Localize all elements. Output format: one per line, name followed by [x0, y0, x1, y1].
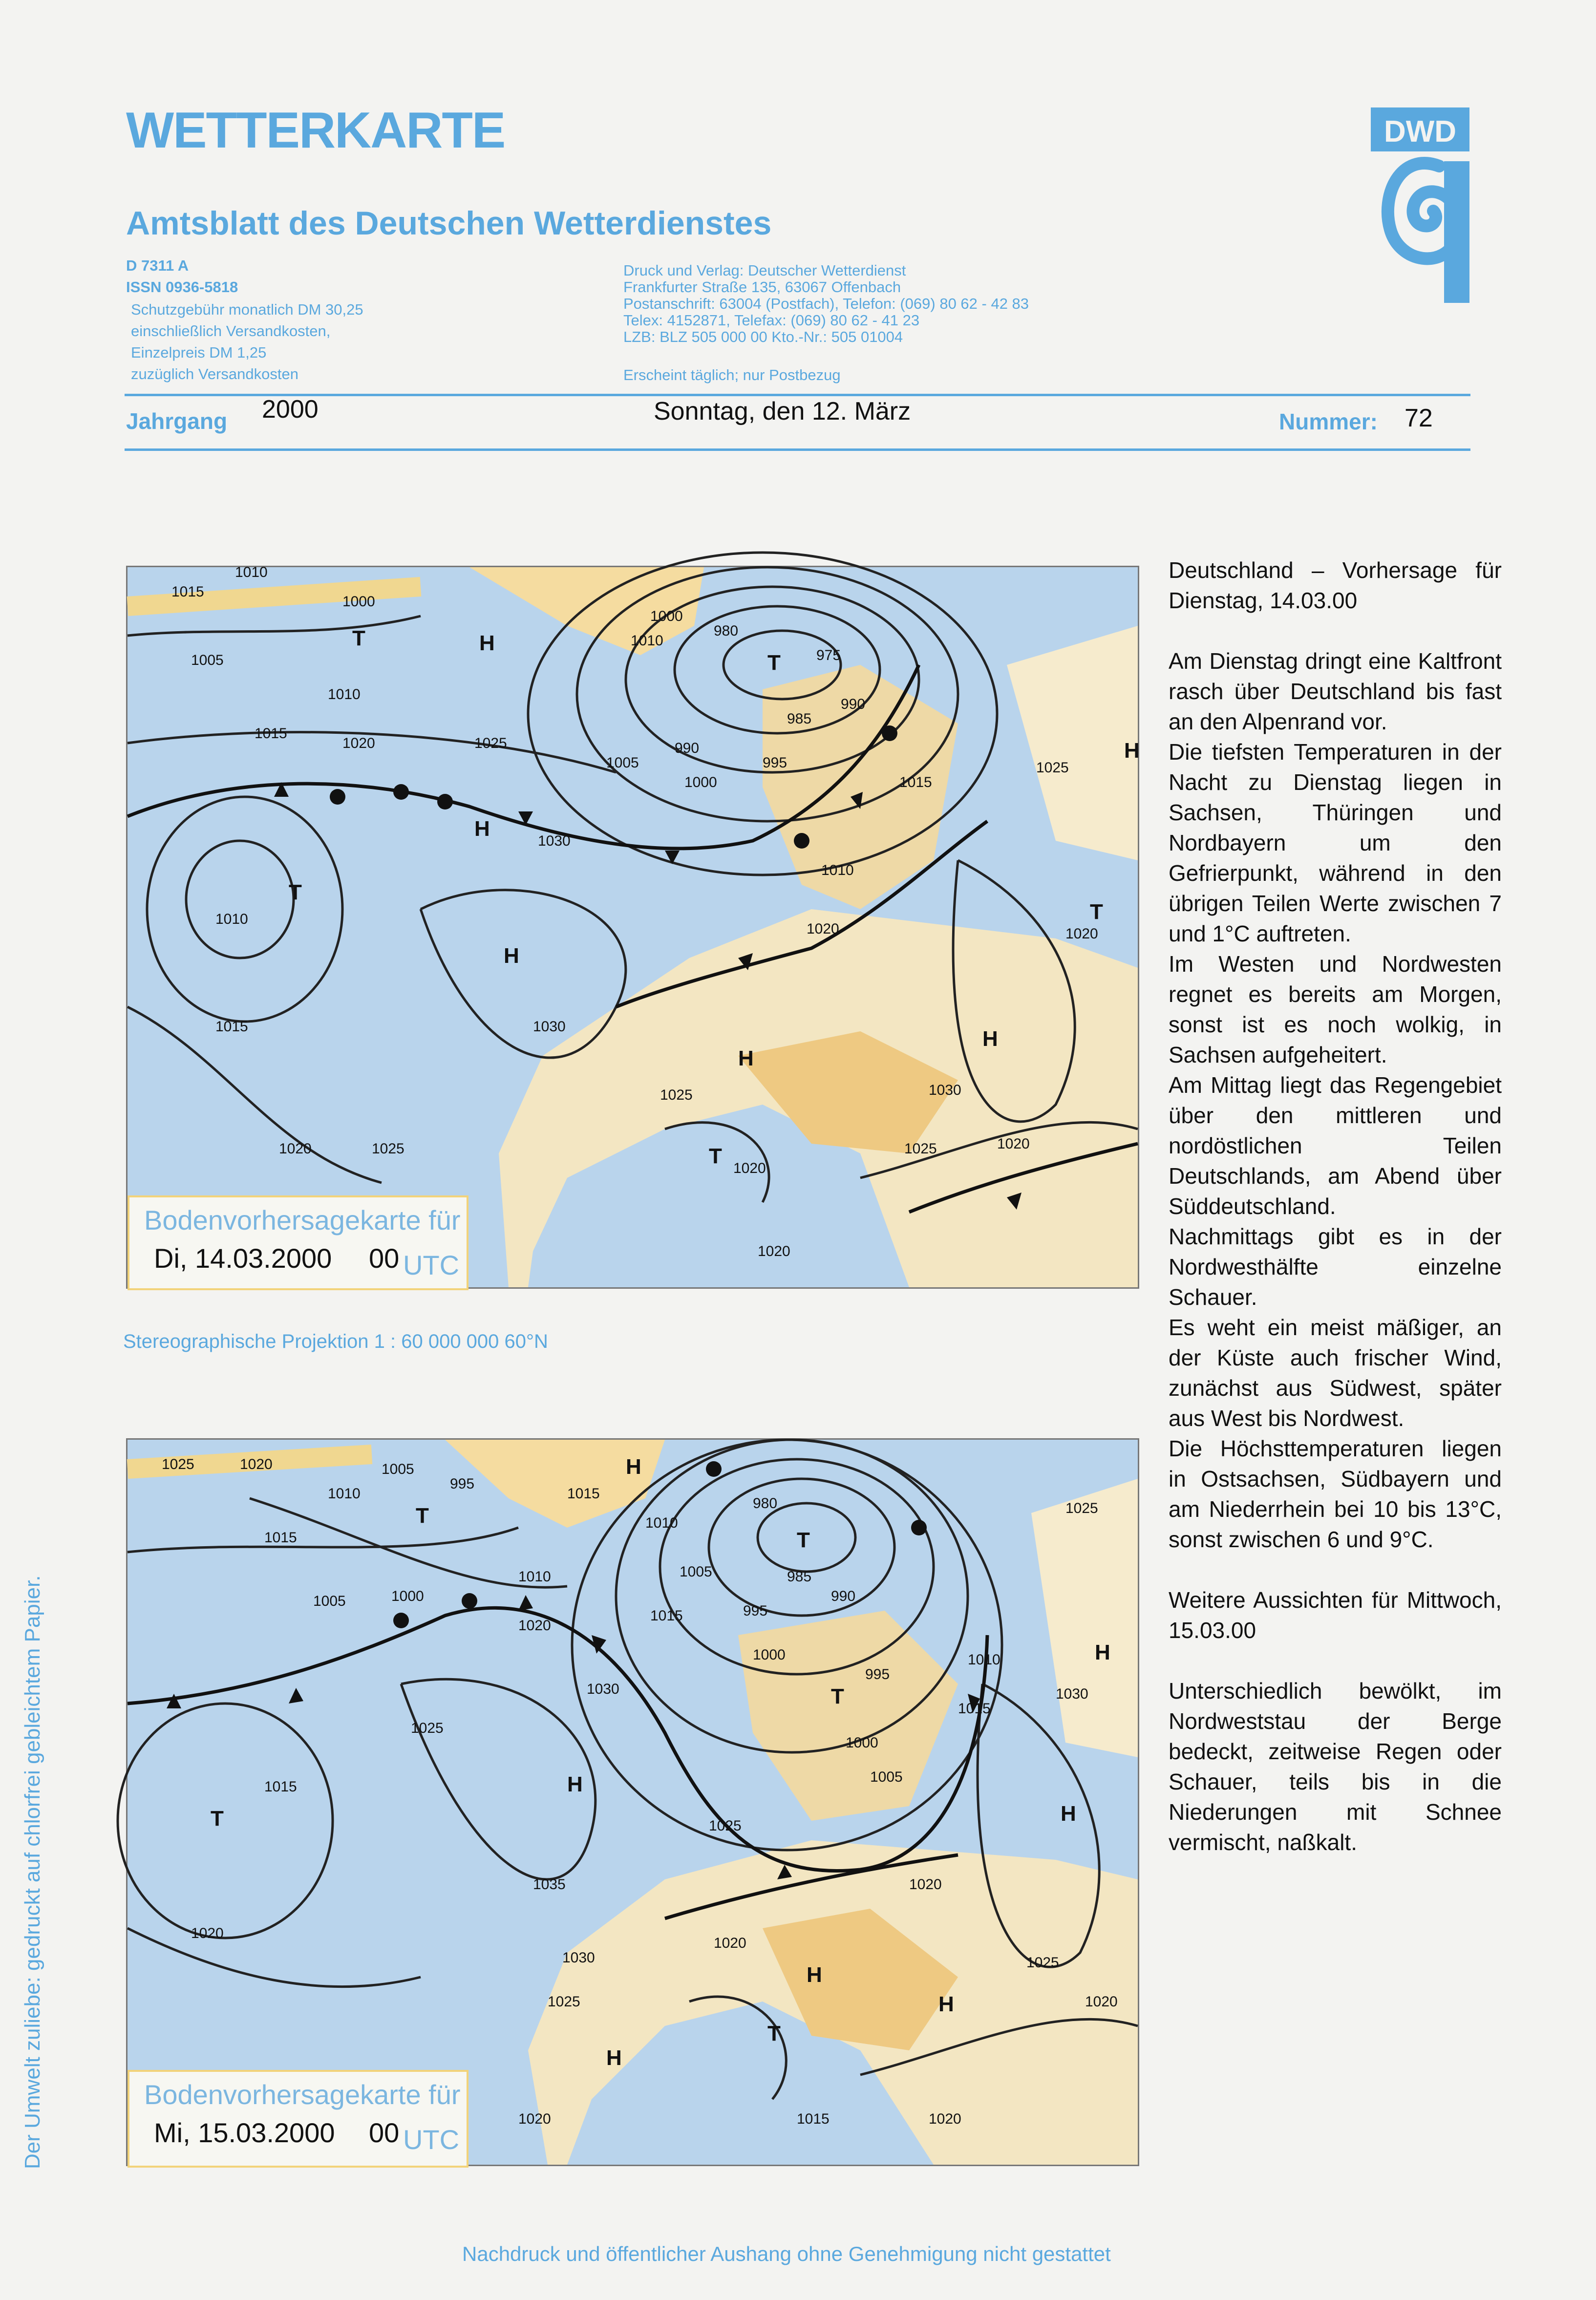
isobar-label: 1030 — [538, 833, 571, 849]
isobar-label: 985 — [787, 1569, 812, 1585]
isobar-label: 1025 — [1026, 1955, 1059, 1971]
isobar-label: 1005 — [870, 1769, 903, 1785]
isobar-label: 995 — [743, 1603, 768, 1619]
projection-note: Stereographische Projektion 1 : 60 000 000 60°N — [123, 1331, 548, 1352]
isobar-label: 1025 — [660, 1087, 693, 1103]
high-pressure-label: H — [567, 1772, 583, 1796]
isobar-label: 1020 — [191, 1925, 224, 1941]
map-caption-date: Mi, 15.03.2000 — [154, 2117, 335, 2148]
low-pressure-label: T — [289, 880, 302, 904]
isobar-label: 1020 — [807, 921, 839, 937]
isobar-label: 1020 — [1085, 1994, 1118, 2010]
isobar-label: 1015 — [899, 774, 932, 790]
issn: ISSN 0936-5818 — [126, 278, 238, 296]
isobar-label: 1025 — [162, 1456, 194, 1472]
publisher-line: Telex: 4152871, Telefax: (069) 80 62 - 41 23 — [623, 312, 920, 329]
page-subtitle: Amtsblatt des Deutschen Wetterdienstes — [126, 205, 772, 242]
isobar-label: 1010 — [235, 564, 268, 580]
isobar-label: 1025 — [1036, 760, 1069, 776]
isobar-label: 1025 — [904, 1141, 937, 1157]
map-caption — [128, 2070, 468, 2168]
outlook-heading: Weitere Aussichten für Mittwoch, 15.03.00 — [1169, 1587, 1502, 1643]
isobar-label: 1010 — [645, 1515, 678, 1531]
issue-date: Sonntag, den 12. März — [654, 397, 911, 426]
isobar-label: 1025 — [474, 735, 507, 751]
publisher-line: Druck und Verlag: Deutscher Wetterdienst — [623, 262, 906, 279]
high-pressure-label: H — [474, 817, 490, 841]
high-pressure-label: H — [504, 944, 519, 968]
isobar-label: 1020 — [733, 1160, 766, 1176]
isobar-label: 1000 — [753, 1647, 786, 1663]
isobar-label: 990 — [831, 1588, 856, 1604]
isobar-label: 1000 — [650, 608, 683, 624]
isobar-label: 1030 — [587, 1681, 619, 1697]
isobar-label: 1000 — [342, 594, 375, 610]
isobar-label: 1015 — [264, 1779, 297, 1795]
high-pressure-label: H — [1061, 1802, 1076, 1826]
forecast-paragraph: Am Mittag liegt das Regengebiet über den mittleren und nordöstlichen Teilen Deutschlands, am Abend über Süddeutschland. — [1169, 1072, 1502, 1219]
high-pressure-label: H — [738, 1046, 754, 1070]
map-caption-date: Di, 14.03.2000 — [154, 1243, 332, 1274]
map-caption — [128, 1195, 468, 1290]
low-pressure-label: T — [767, 651, 781, 675]
isobar-label: 1020 — [909, 1876, 942, 1893]
low-pressure-label: T — [211, 1807, 224, 1831]
forecast-paragraph: Am Dienstag dringt eine Kaltfront rasch über Deutschland bis fast an den Alpenrand vor. — [1169, 648, 1502, 734]
isobar-label: 1030 — [533, 1019, 566, 1035]
forecast-paragraph: Die tiefsten Temperaturen in der Nacht zu Dienstag liegen in Sachsen, Thüringen und Nordbayern um den Gefrierpunkt, während in den übrigen Teilen Werte zwischen 7 und 1°C auftreten. — [1169, 739, 1502, 946]
high-pressure-label: H — [938, 1992, 954, 2016]
header-rule-top — [125, 394, 1470, 396]
isobar-label: 1000 — [391, 1588, 424, 1604]
map-caption-utc: UTC — [403, 1250, 460, 1280]
high-pressure-label: H — [1124, 739, 1140, 763]
isobar-label: 990 — [841, 696, 866, 712]
high-pressure-label: H — [479, 631, 495, 655]
isobar-label: 1005 — [313, 1593, 346, 1609]
high-pressure-label: H — [807, 1963, 822, 1987]
isobar-label: 1010 — [518, 1569, 551, 1585]
fee-line: Einzelpreis DM 1,25 — [131, 344, 267, 361]
jahrgang-value: 2000 — [262, 395, 319, 424]
isobar-label: 1015 — [797, 2111, 830, 2127]
forecast-paragraph: Es weht ein meist mäßiger, an der Küste auch frischer Wind, zunächst aus Südwest, später aus West bis Nordwest. — [1169, 1315, 1502, 1431]
isobar-label: 1020 — [758, 1243, 790, 1259]
map-caption-title: Bodenvorhersagekarte für — [144, 2079, 461, 2110]
isobar-label: 1010 — [328, 1486, 361, 1502]
publisher-line: LZB: BLZ 505 000 00 Kto.-Nr.: 505 01004 — [623, 328, 903, 345]
isobar-label: 1015 — [215, 1019, 248, 1035]
isobar-label: 1030 — [929, 1082, 961, 1098]
isobar-label: 1035 — [533, 1876, 566, 1893]
isobar-label: 1030 — [562, 1950, 595, 1966]
isobar-label: 1020 — [279, 1141, 312, 1157]
isobar-label: 1010 — [328, 686, 361, 703]
isobar-label: 1000 — [846, 1735, 878, 1751]
fee-line: einschließlich Versandkosten, — [131, 322, 331, 340]
high-pressure-label: H — [1095, 1640, 1110, 1664]
low-pressure-label: T — [797, 1528, 810, 1552]
footer-note: Nachdruck und öffentlicher Aushang ohne Genehmigung nicht gestattet — [462, 2242, 1111, 2265]
outlook-text: Unterschiedlich bewölkt, im Nordweststau der Berge bedeckt, zeitweise Regen oder Schauer, teils bis in die Niederungen mit Schnee vermischt, naßkalt. — [1169, 1678, 1502, 1855]
isobar-label: 1025 — [548, 1994, 580, 2010]
map-caption-hour: 00 — [369, 2117, 400, 2148]
weather-map-tuesday — [126, 566, 1139, 1289]
map-caption-hour: 00 — [369, 1243, 400, 1274]
map-caption-utc: UTC — [403, 2124, 460, 2155]
isobar-label: 1015 — [567, 1486, 600, 1502]
forecast-paragraph: Im Westen und Nordwesten regnet es bereits am Morgen, sonst ist es noch wolkig, in Sachsen aufgeheitert. — [1169, 951, 1502, 1067]
isobar-label: 1030 — [1056, 1686, 1088, 1702]
isobar-label: 1005 — [191, 652, 224, 668]
isobar-label: 995 — [450, 1476, 475, 1492]
header-rule-bottom — [125, 448, 1470, 451]
publisher-line: Postanschrift: 63004 (Postfach), Telefon: (069) 80 62 - 42 83 — [623, 295, 1029, 312]
isobar-label: 980 — [753, 1495, 778, 1512]
isobar-label: 1020 — [518, 2111, 551, 2127]
isobar-label: 1015 — [958, 1701, 991, 1717]
isobar-label: 1005 — [382, 1461, 414, 1477]
isobar-label: 1000 — [684, 774, 717, 790]
jahrgang-label: Jahrgang — [126, 408, 228, 434]
low-pressure-label: T — [416, 1504, 429, 1528]
forecast-paragraph: Nachmittags gibt es in der Nordwesthälfte einzelne Schauer. — [1169, 1224, 1502, 1310]
isobar-label: 1010 — [631, 633, 663, 649]
paper-note: Der Umwelt zuliebe: gedruckt auf chlorfrei gebleichtem Papier. — [21, 1575, 44, 2169]
nummer-value: 72 — [1404, 404, 1433, 432]
high-pressure-label: H — [606, 2046, 622, 2070]
isobar-label: 1025 — [411, 1720, 444, 1736]
high-pressure-label: H — [626, 1455, 641, 1479]
isobar-label: 1025 — [1065, 1500, 1098, 1516]
fee-line: zuzüglich Versandkosten — [131, 365, 298, 383]
isobar-label: 1015 — [650, 1608, 683, 1624]
forecast-column — [1169, 555, 1502, 1857]
logo-text: DWD — [1383, 115, 1457, 149]
isobar-label: 1010 — [821, 862, 854, 878]
publisher-line: Frankfurter Straße 135, 63067 Offenbach — [623, 278, 901, 296]
low-pressure-label: T — [1090, 900, 1103, 924]
dwd-logo — [1371, 107, 1469, 303]
high-pressure-label: H — [982, 1027, 998, 1051]
nummer-label: Nummer: — [1279, 409, 1378, 434]
forecast-paragraph: Die Höchsttemperaturen liegen in Ostsachsen, Südbayern und am Niederrhein bei 10 bis 13°C, sonst zwischen 6 und 9°C. — [1169, 1436, 1502, 1552]
isobar-label: 1020 — [929, 2111, 961, 2127]
low-pressure-label: T — [352, 626, 365, 650]
page-title: WETTERKARTE — [126, 102, 505, 159]
isobar-label: 1020 — [997, 1136, 1030, 1152]
isobar-label: 1005 — [606, 755, 639, 771]
isobar-label: 1025 — [709, 1818, 742, 1834]
isobar-label: 1020 — [342, 735, 375, 751]
isobar-label: 1015 — [264, 1530, 297, 1546]
isobar-label: 1025 — [372, 1141, 404, 1157]
isobar-label: 1020 — [518, 1618, 551, 1634]
publisher-line: Erscheint täglich; nur Postbezug — [623, 366, 841, 383]
isobar-label: 990 — [675, 740, 700, 756]
fee-line: Schutzgebühr monatlich DM 30,25 — [131, 301, 363, 318]
isobar-label: 985 — [787, 711, 812, 727]
isobar-label: 995 — [763, 755, 787, 771]
low-pressure-label: T — [767, 2022, 781, 2045]
forecast-heading: Deutschland – Vorhersage für Dienstag, 14.03.00 — [1169, 557, 1502, 613]
map-caption-title: Bodenvorhersagekarte für — [144, 1205, 461, 1235]
isobar-label: 1005 — [680, 1564, 712, 1580]
low-pressure-label: T — [831, 1684, 844, 1708]
isobar-label: 1015 — [255, 725, 287, 742]
weather-map-wednesday — [126, 1438, 1139, 2166]
low-pressure-label: T — [709, 1144, 722, 1168]
isobar-label: 1020 — [1065, 926, 1098, 942]
isobar-label: 1020 — [714, 1935, 746, 1951]
isobar-label: 1015 — [171, 584, 204, 600]
isobar-label: 1010 — [215, 911, 248, 927]
isobar-label: 1010 — [968, 1652, 1000, 1668]
isobar-label: 1020 — [240, 1456, 273, 1472]
isobar-label: 975 — [816, 647, 841, 663]
isobar-label: 980 — [714, 623, 739, 639]
publication-code: D 7311 A — [126, 257, 189, 274]
isobar-label: 995 — [865, 1666, 890, 1682]
